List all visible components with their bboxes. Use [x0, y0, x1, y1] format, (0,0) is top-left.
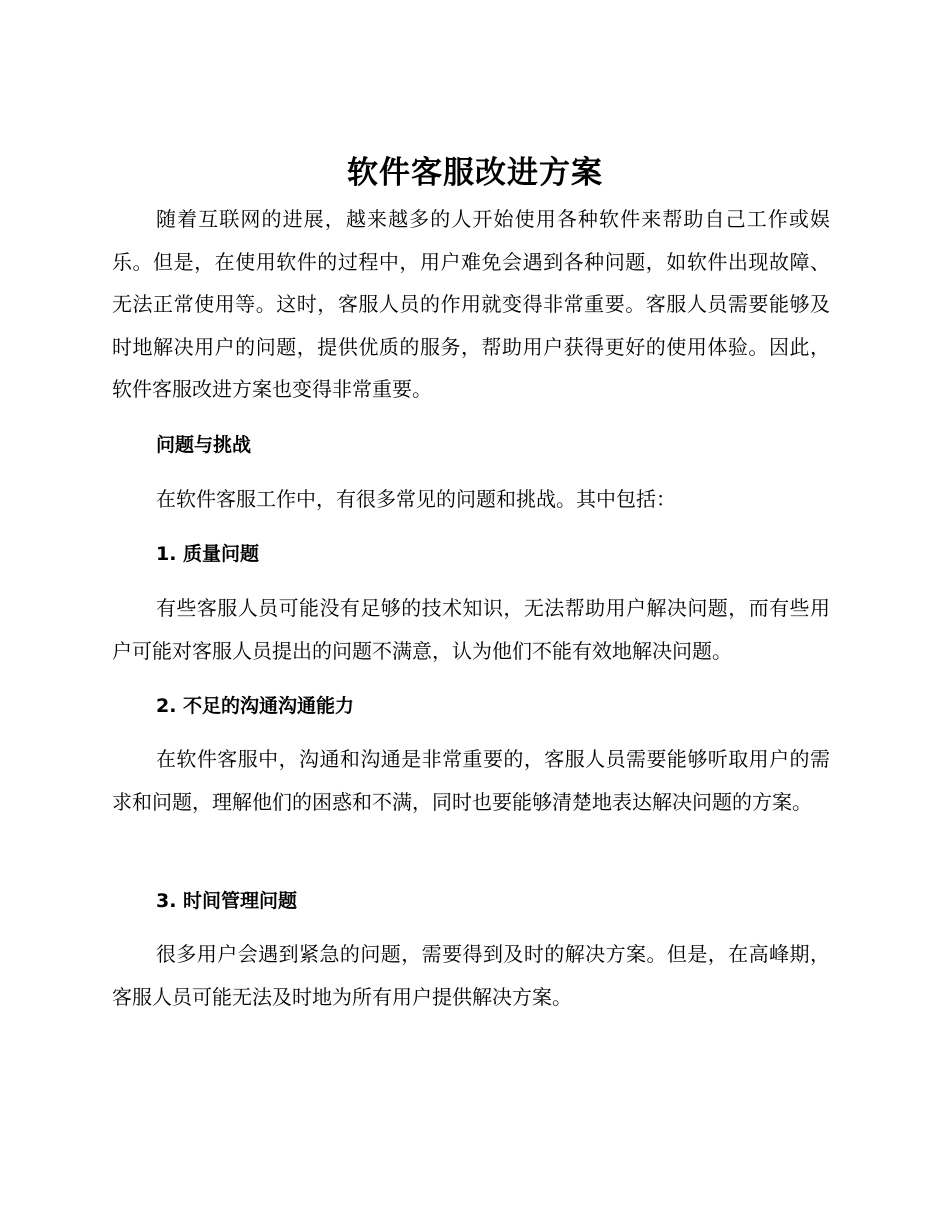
- item-body-communication: 在软件客服中，沟通和沟通是非常重要的，客服人员需要能够听取用户的需求和问题，理解他们的困惑和不满，同时也要能够清楚地表达解决问题的方案。: [112, 747, 830, 814]
- item-heading-quality: 1. 质量问题: [156, 543, 260, 565]
- document-title: 软件客服改进方案: [347, 155, 603, 191]
- section-heading: 问题与挑战: [156, 434, 252, 456]
- item-heading-time-management: 3. 时间管理问题: [156, 890, 298, 912]
- item-heading-communication: 2. 不足的沟通沟通能力: [156, 695, 355, 717]
- item-body-quality: 有些客服人员可能没有足够的技术知识，无法帮助用户解决问题，而有些用户可能对客服人员提出的问题不满意，认为他们不能有效地解决问题。: [112, 596, 830, 663]
- section-intro-paragraph: 在软件客服工作中，有很多常见的问题和挑战。其中包括：: [156, 487, 676, 511]
- item-body-time-management: 很多用户会遇到紧急的问题，需要得到及时的解决方案。但是，在高峰期，客服人员可能无法及时地为所有用户提供解决方案。: [112, 942, 830, 1009]
- intro-paragraph: 随着互联网的进展，越来越多的人开始使用各种软件来帮助自己工作或娱乐。但是，在使用软件的过程中，用户难免会遇到各种问题，如软件出现故障、无法正常使用等。这时，客服人员的作用就变得非常重要。客服人员需要能够及时地解决用户的问题，提供优质的服务，帮助用户获得更好的使用体验。因此，软件客服改进方案也变得非常重要。: [112, 207, 830, 401]
